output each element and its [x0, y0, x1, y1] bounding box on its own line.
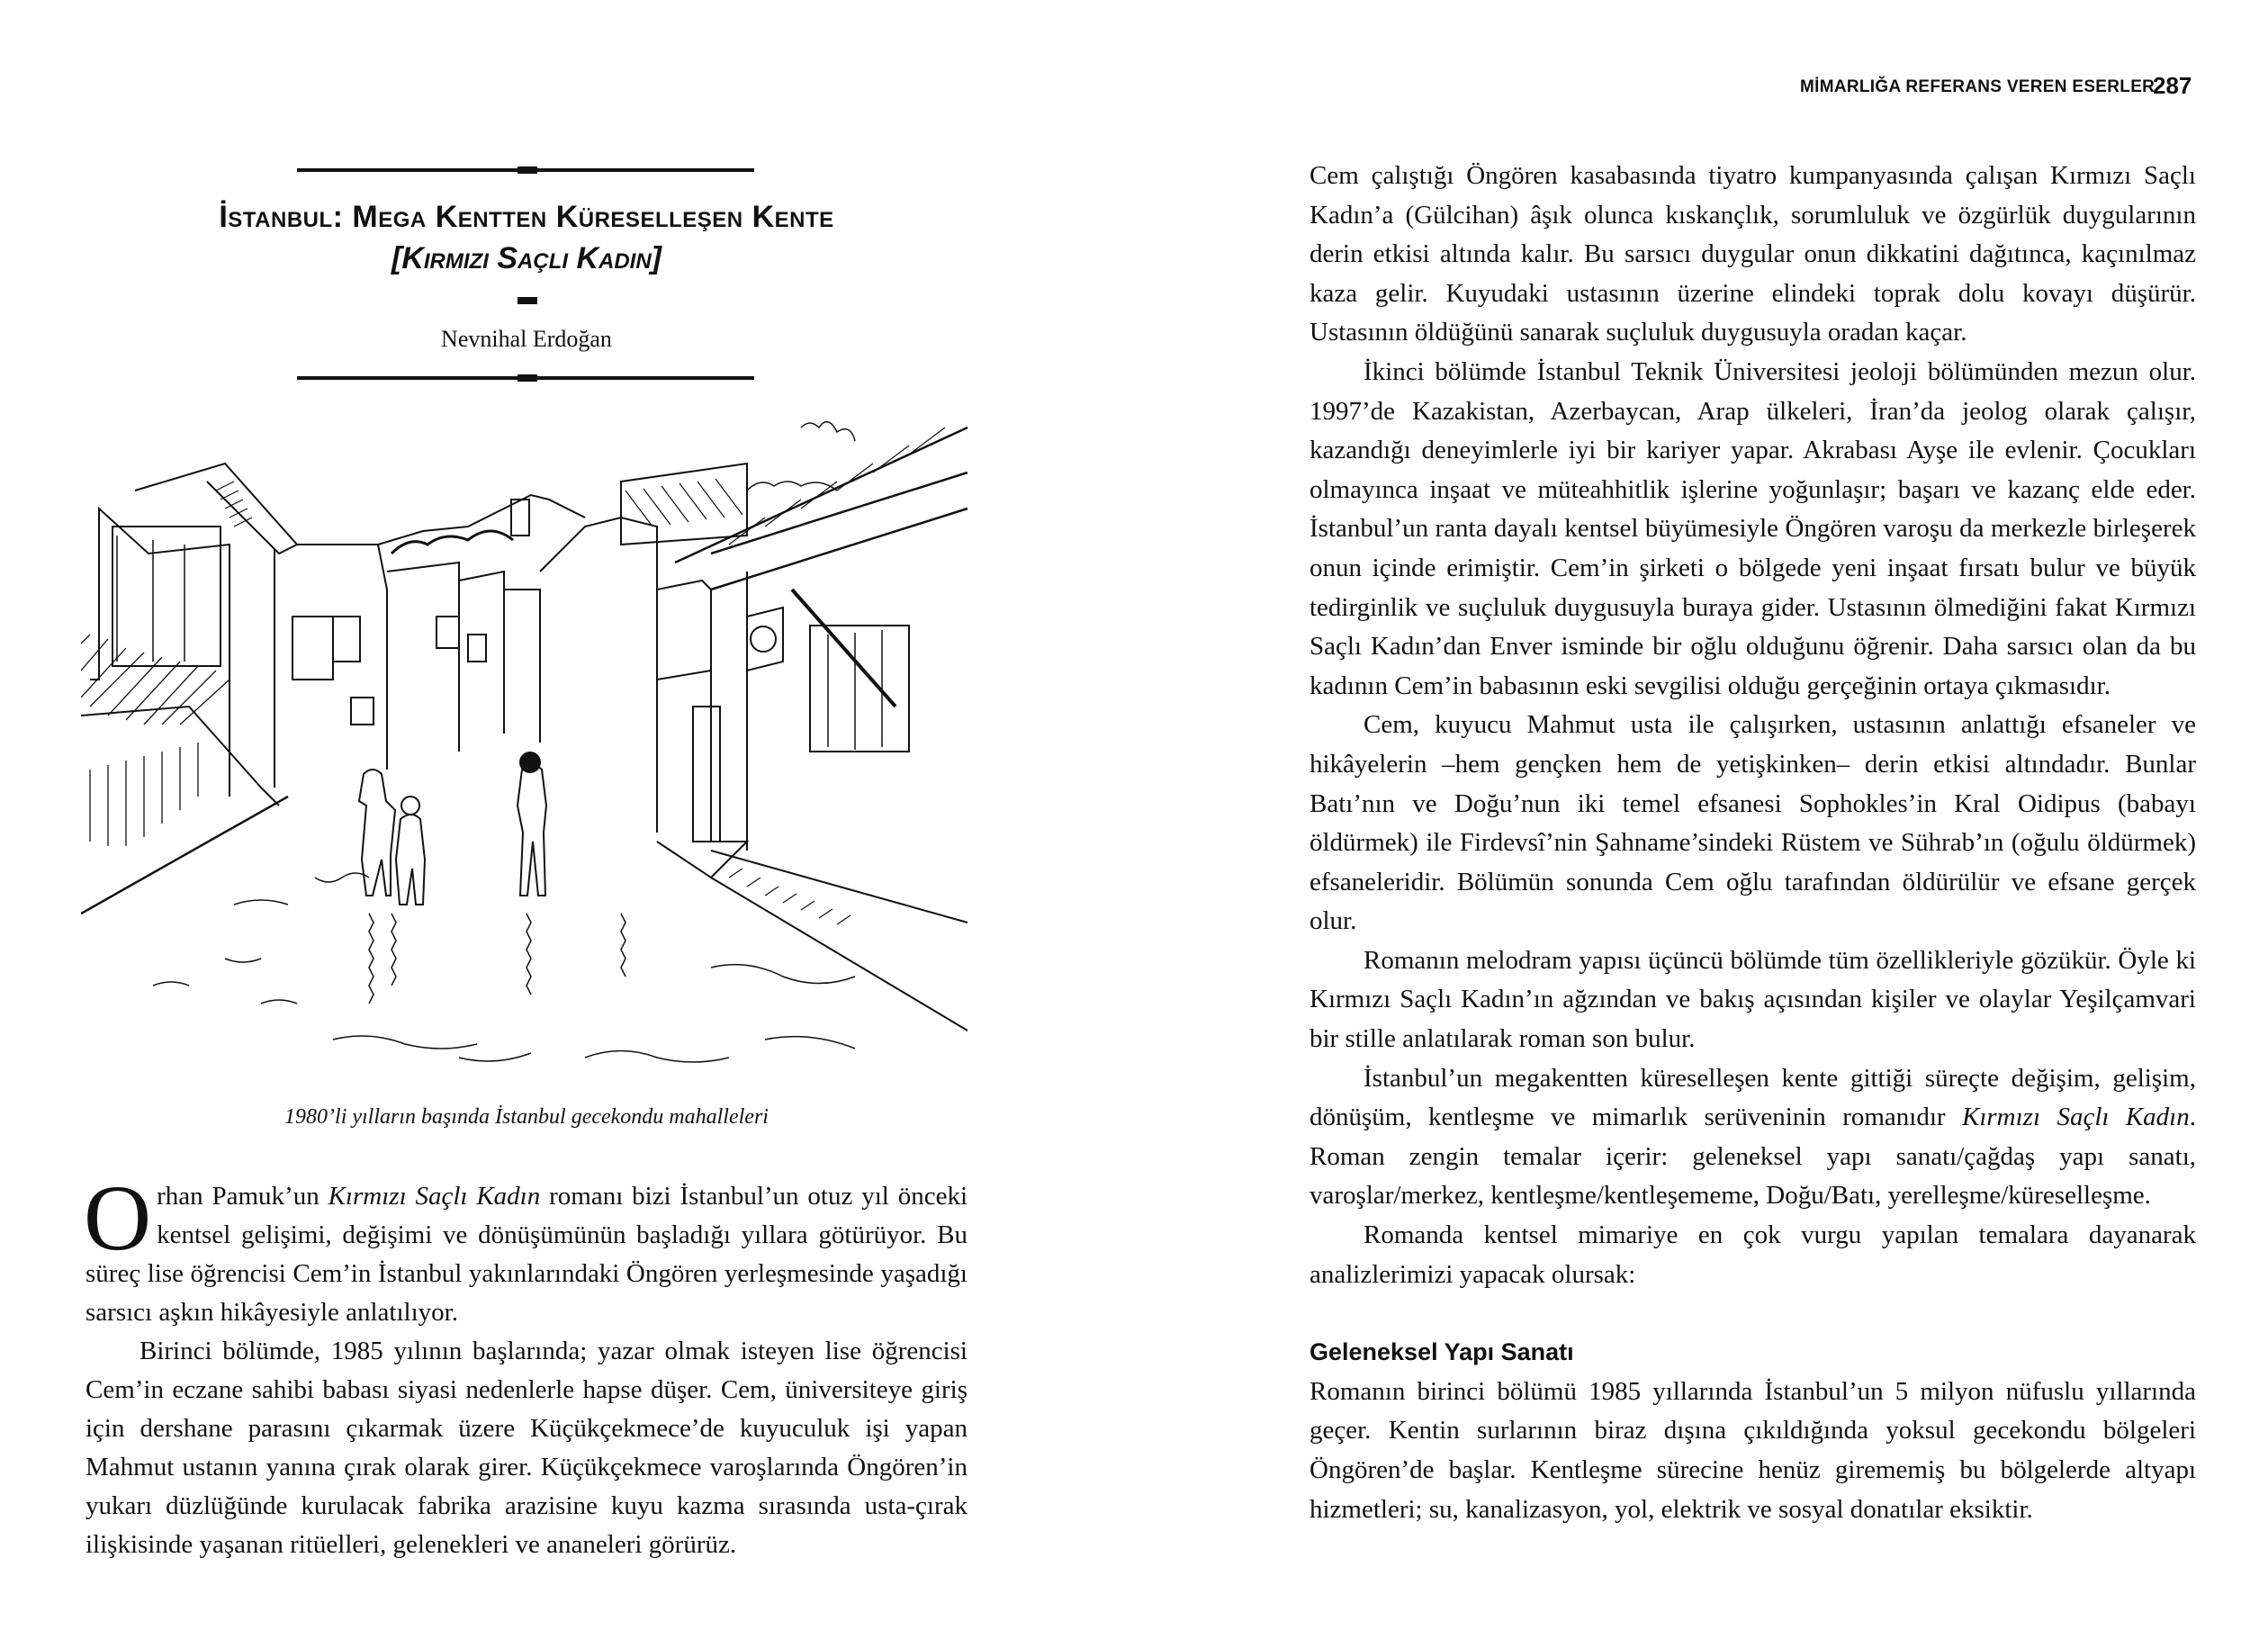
paragraph-intro: [84, 1166, 968, 1332]
themes-text-end: . Roman zengin temalar içerir: geleneksel yapı sanatı/çağdaş yapı sanatı, varoşlar/merkez, kentleşme/kentleşememe, Doğu/Batı, yerelleşme/küreselleşme.: [1310, 1103, 2196, 1211]
paragraph-analysis-intro: Romanda kentsel mimariye en çok vurgu yapılan temalara dayanarak analizlerimizi yapacak olursak:: [1310, 1220, 2196, 1289]
right-page-body: [1310, 157, 2196, 1529]
title-bottom-rule-ornament: [518, 374, 537, 382]
themes-text-start: İstanbul’un megakentten küreselleşen kente gittiği süreçte değişim, gelişim, dönüşüm, kentleşme ve mimarlık serüveninin romanıdır: [1310, 1063, 2196, 1132]
article-title: İstanbul: Mega Kentten Küreselleşen Kente: [219, 200, 834, 234]
title-separator-dash: [518, 297, 537, 304]
paragraph-legends: Cem, kuyucu Mahmut usta ile çalışırken, ustasının anlattığı efsaneler ve hikâyelerin –hem gençken hem de yetişkinken– derin etkisi altındadır. Bunlar Batı’nın ve Doğu’nun iki temel efsanesi Sophokles’in Kral Oidipus (babayı öldürmek) ile Firdevsî’nin Şahname’sindeki Rüstem ve Sührab’ın (oğulu öldürmek) efsaneleridir. Bölümün sonunda Cem oğlu tarafından öldürülür ve efsane gerçek olur.: [1310, 710, 2196, 936]
section-heading: Geleneksel Yapı Sanatı: [1310, 1338, 1574, 1366]
intro-text-start: rhan Pamuk’un: [157, 1182, 328, 1211]
street-sketch-illustration: [81, 410, 972, 1094]
article-subtitle: [Kırmızı Saçlı Kadın]: [392, 241, 662, 275]
title-top-rule-ornament: [518, 167, 537, 174]
paragraph-themes: [1310, 1059, 2196, 1216]
intro-text-end: romanı bizi İstanbul’un otuz yıl önceki kentsel gelişimi, değişimi ve dönüşümünün başladığı yıllara götürüyor. Bu süreç lise öğrencisi Cem’in İstanbul yakınlarındaki Öngören yerleşmesinde yaşadığı sarsıcı aşkın hikâyesiyle anlatılıyor.: [86, 1182, 968, 1327]
paragraph-first-chapter: Birinci bölümde, 1985 yılının başlarında; yazar olmak isteyen lise öğrencisi Cem’in eczane sahibi babası siyasi nedenlerle hapse düşer. Cem, üniversiteye giriş için dershane parasını çıkarmak üzere Küçükçekmece’de kuyuculuk işi yapan Mahmut ustanın yanına çırak olarak girer. Küçükçekmece varoşlarında Öngören’in yukarı düzlüğünde kurulacak fabrika arazisine kuyu kazma sırasında usta-çırak ilişkisinde yaşanan ritüelleri, gelenekleri ve ananeleri görürüz.: [86, 1337, 968, 1559]
paragraph-traditional-building: Romanın birinci bölümü 1985 yıllarında İstanbul’un 5 milyon nüfuslu yıllarında geçer. Kentin surlarının biraz dışına çıkıldığında yoksul gecekondu bölgeleri Öngören’de başlar. Kentleşme sürecine henüz girememiş bu bölgelerde altyapı hizmetleri; su, kanalizasyon, yol, elektrik ve sosyal donatılar eksiktir.: [1310, 1376, 2196, 1524]
paragraph-second-chapter: İkinci bölümde İstanbul Teknik Üniversitesi jeoloji bölümünden mezun olur. 1997’de Kazakistan, Azerbaycan, Arap ülkeleri, İran’da jeolog olarak çalışır, kazandığı deneyimlerle iyi bir kariyer yapar. Akrabası Ayşe ile evlenir. Çocukları olmayınca inşaat ve müteahhitlik işlerine yoğunlaşır; başarı ve kazanç elde eder. İstanbul’un ranta dayalı kentsel büyümesiyle Öngören varoşu da merkezle birleşerek onun içinde erimiştir. Cem’in şirketi o bölgede yeni inşaat fırsatı bulur ve büyük tedirginlik ve suçluluk duygusuyla buraya gider. Ustasının ölmediğini fakat Kırmızı Saçlı Kadın’dan Enver isminde bir oğlu olduğunu öğrenir. Daha sarsıcı olan da bu kadının Cem’in babasının eski sevgilisi olduğu gerçeğinin ortaya çıkmasıdır.: [1310, 356, 2196, 700]
drop-cap: O: [84, 1166, 152, 1270]
paragraph-third-chapter: Romanın melodram yapısı üçüncü bölümde tüm özellikleriyle gözükür. Öyle ki Kırmızı Saçlı Kadın’ın ağzından ve bakış açısından kişiler ve olaylar Yeşilçamvari bir stille anlatılarak roman son bulur.: [1310, 945, 2196, 1054]
left-page-body: [84, 1166, 968, 1564]
running-header-title: MİMARLIĞA REFERANS VEREN ESERLER: [1800, 77, 2156, 96]
book-title-italic-2: Kırmızı Saçlı Kadın: [1962, 1103, 2190, 1132]
figure-caption: 1980’li yılların başında İstanbul gecekondu mahalleleri: [284, 1105, 769, 1129]
paragraph-continuation: Cem çalıştığı Öngören kasabasında tiyatro kumpanyasında çalışan Kırmızı Saçlı Kadın’a (Gülcihan) âşık olunca kıskançlık, sorumluluk ve özgürlük duygularının derin etkisi altında kalır. Bu sarsıcı duygular onun dikkatini dağıtınca, kaçınılmaz kaza gelir. Kuyudaki ustasının üzerine elindeki toprak dolu kovayı düşürür. Ustasının öldüğünü sanarak suçluluk duygusuyla oradan kaçar.: [1310, 161, 2196, 347]
book-title-italic: Kırmızı Saçlı Kadın: [328, 1182, 541, 1211]
article-author: Nevnihal Erdoğan: [441, 326, 612, 352]
page-number: 287: [2153, 72, 2192, 99]
